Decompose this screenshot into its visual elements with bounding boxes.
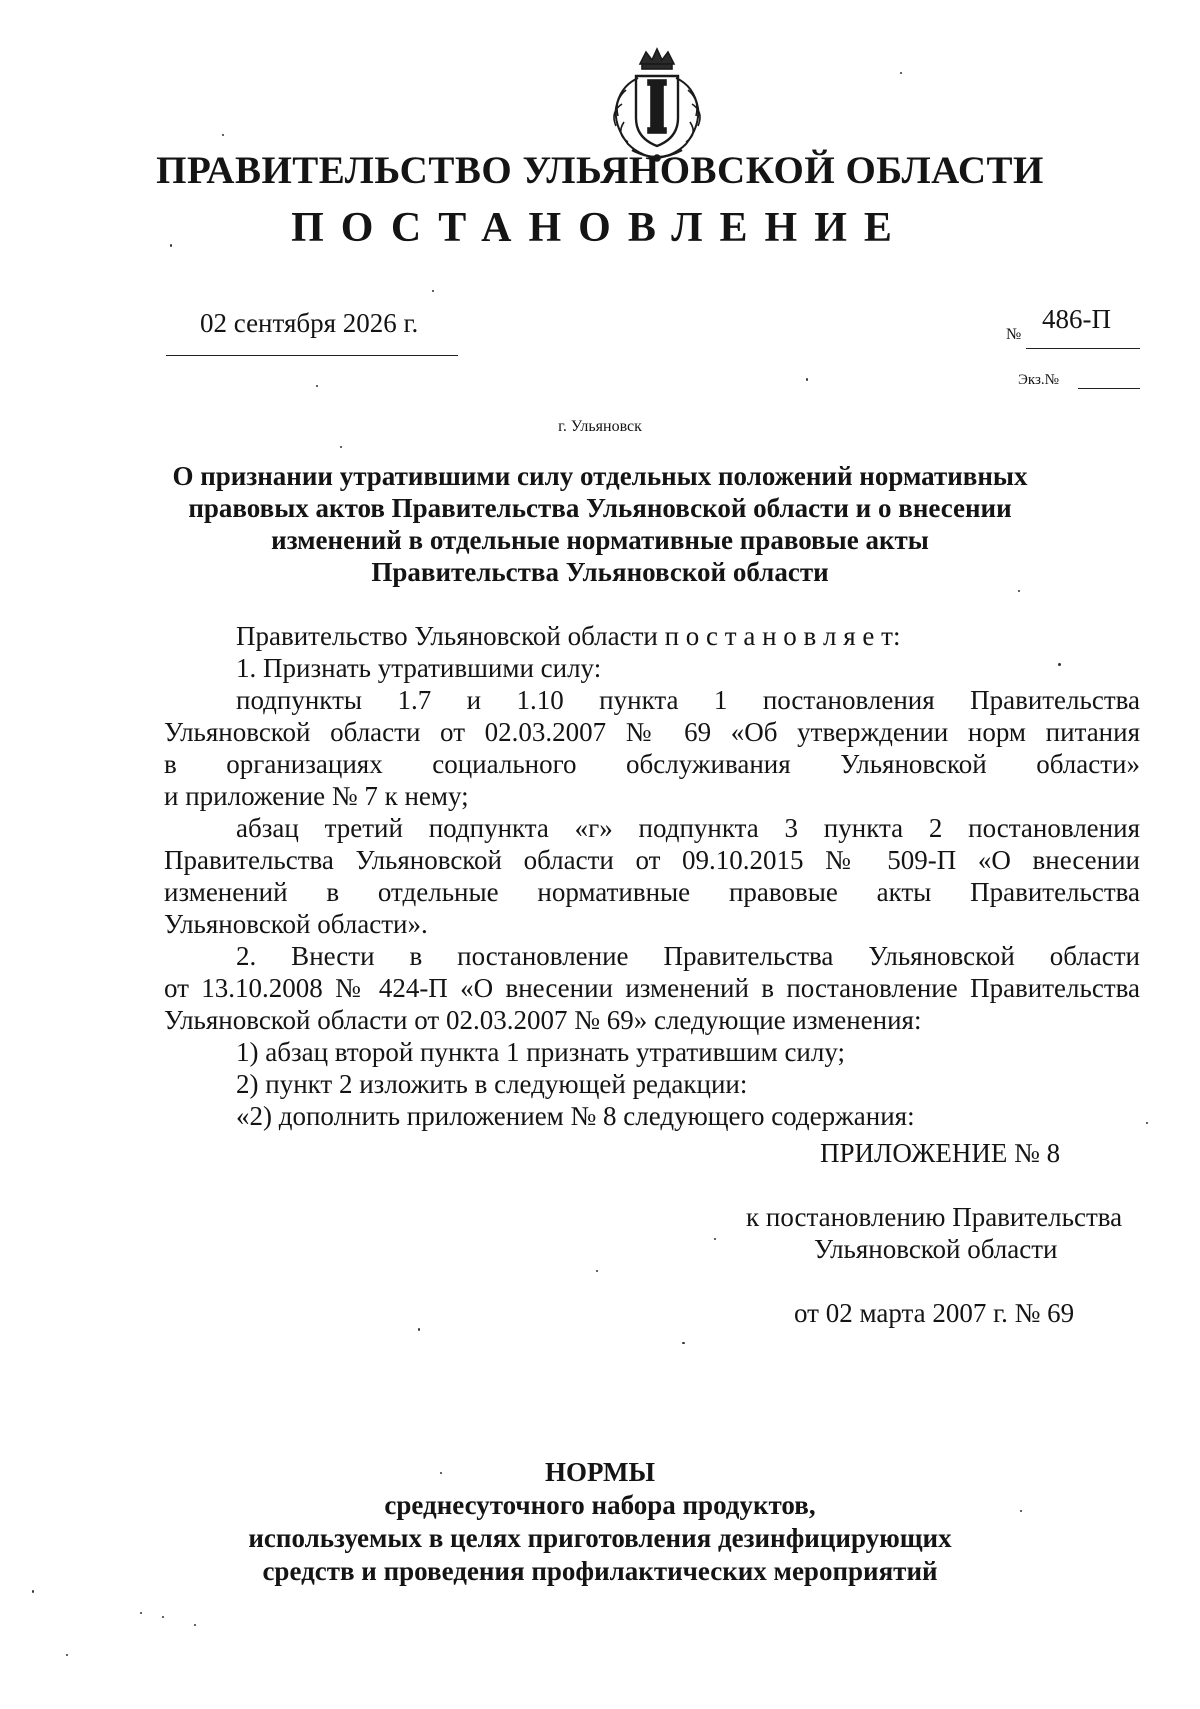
item-2-1: 1) абзац второй пункта 1 признать утратившим силу; (236, 1037, 846, 1067)
norms-line: используемых в целях приготовления дезинфицирующих (248, 1523, 952, 1553)
body-intro: Правительство Ульяновской области п о с т а н о в л я е т: (236, 621, 901, 651)
item-1b-line: изменений в отдельные нормативные правовые акты Правительства (164, 877, 1140, 907)
scan-speck (194, 1624, 196, 1626)
item-2-line: Ульяновской области от 02.03.2007 № 69» следующие изменения: (164, 1005, 922, 1035)
subject-line: правовых актов Правительства Ульяновской области и о внесении (188, 493, 1012, 523)
appendix-reference: от 02 марта 2007 г. № 69 (794, 1298, 1075, 1328)
document-date: 02 сентября 2026 г. (200, 308, 419, 338)
scan-speck (440, 1472, 442, 1474)
scan-speck (1020, 1510, 1022, 1512)
scan-speck (1018, 590, 1020, 592)
document-number: 486-П (1042, 304, 1111, 334)
scan-speck (140, 1612, 142, 1614)
item-2-line: от 13.10.2008 № 424-П «О внесении изменений в постановление Правительства (164, 973, 1140, 1003)
copy-number-label: Экз.№ (1018, 372, 1059, 388)
scan-speck (596, 1270, 598, 1272)
scan-speck (32, 1590, 34, 1593)
norms-heading (150, 1456, 1050, 1588)
norms-title: НОРМЫ (545, 1457, 655, 1487)
item-1-title: 1. Признать утратившими силу: (236, 653, 602, 683)
item-1a-line: в организациях социального обслуживания Ульяновской области» (164, 749, 1140, 779)
subject-line: Правительства Ульяновской области (371, 557, 829, 587)
document-subject (150, 460, 1050, 588)
scan-speck (162, 1616, 164, 1618)
scan-speck (316, 385, 318, 387)
city: г. Ульяновск (558, 418, 642, 435)
coat-of-arms-emblem (602, 46, 712, 164)
scan-speck (66, 1654, 68, 1656)
item-2-line: 2. Внести в постановление Правительства Ульяновской области (236, 941, 1140, 971)
scan-speck (418, 1328, 420, 1331)
item-1b-line: абзац третий подпункта «г» подпункта 3 пункта 2 постановления (236, 813, 1140, 843)
item-1a-line: и приложение № 7 к нему; (164, 781, 469, 811)
scan-speck (900, 72, 902, 74)
subject-line: О признании утратившими силу отдельных положений нормативных (172, 461, 1028, 491)
scan-speck (432, 290, 434, 292)
government-name: ПРАВИТЕЛЬСТВО УЛЬЯНОВСКОЙ ОБЛАСТИ (156, 149, 1044, 192)
appendix-to-line: Ульяновской области (814, 1234, 1058, 1264)
item-2-quote: «2) дополнить приложением № 8 следующего содержания: (236, 1101, 915, 1131)
number-sign: № (1006, 326, 1022, 343)
number-underline (1026, 348, 1140, 349)
document-type: ПОСТАНОВЛЕНИЕ (291, 205, 909, 251)
scan-speck (170, 244, 172, 247)
scan-speck (806, 378, 808, 381)
appendix-title: ПРИЛОЖЕНИЕ № 8 (820, 1138, 1061, 1168)
scan-speck (714, 1238, 716, 1240)
item-2-2: 2) пункт 2 изложить в следующей редакции: (236, 1069, 748, 1099)
item-1a-line: подпункты 1.7 и 1.10 пункта 1 постановления Правительства (236, 685, 1140, 715)
norms-line: среднесуточного набора продуктов, (384, 1490, 816, 1520)
item-1b-line: Ульяновской области». (164, 909, 428, 939)
appendix-to-line: к постановлению Правительства (746, 1202, 1123, 1232)
norms-line: средств и проведения профилактических мероприятий (262, 1556, 938, 1586)
scan-speck (682, 1342, 685, 1344)
copy-number-underline (1078, 388, 1140, 389)
document-body (164, 620, 1140, 1132)
scan-speck (1058, 663, 1061, 666)
subject-line: изменений в отдельные нормативные правовые акты (271, 525, 929, 555)
scan-speck (340, 446, 342, 448)
scan-speck (1146, 1122, 1148, 1124)
date-underline (166, 355, 458, 356)
scan-speck (222, 134, 224, 136)
item-1a-line: Ульяновской области от 02.03.2007 № 69 «Об утверждении норм питания (164, 717, 1140, 747)
item-1b-line: Правительства Ульяновской области от 09.10.2015 № 509-П «О внесении (164, 845, 1140, 875)
